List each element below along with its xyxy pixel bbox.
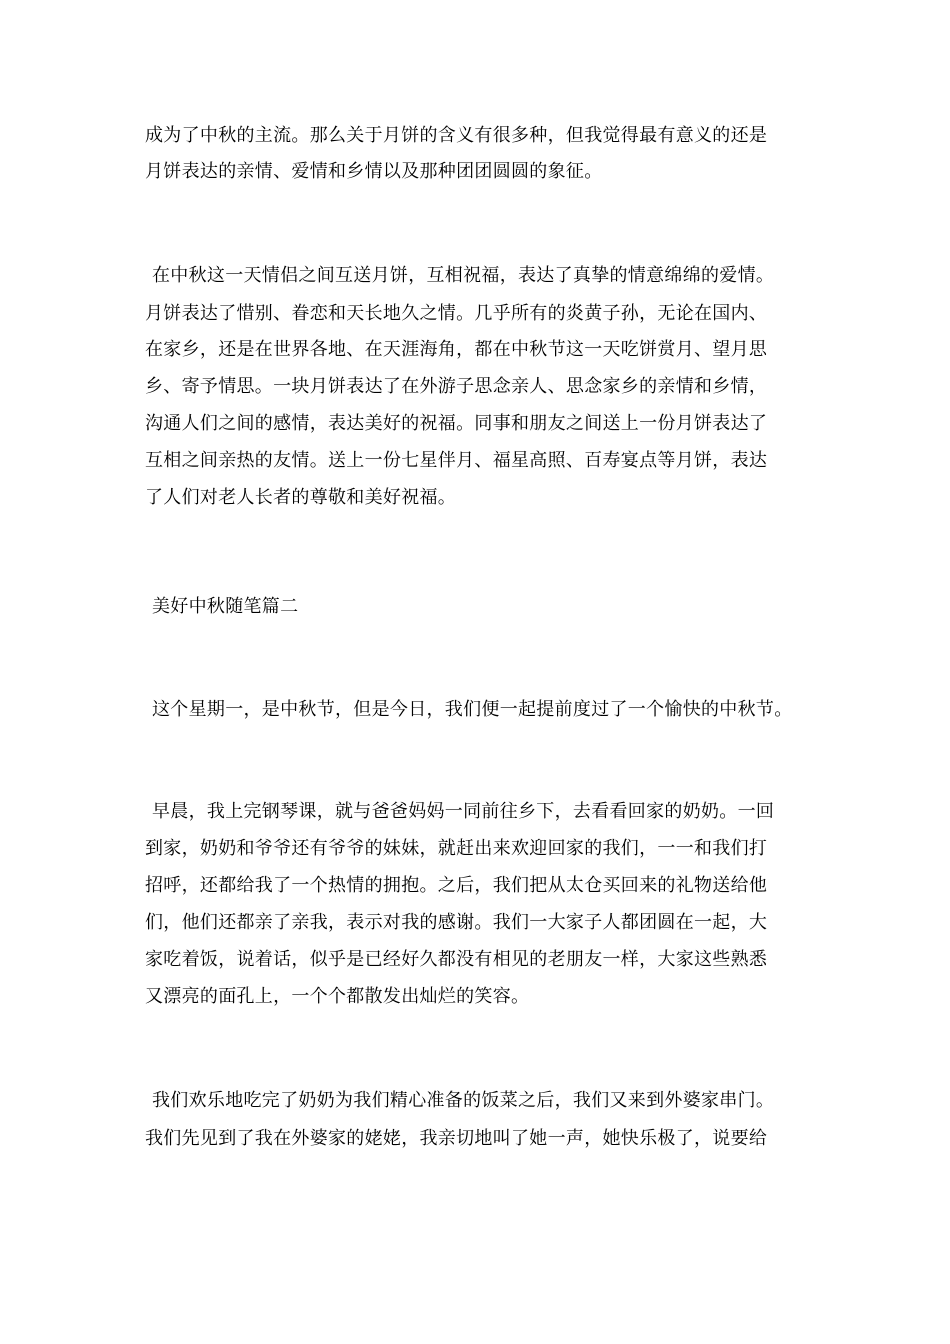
paragraph-line: 又漂亮的面孔上，一个个都散发出灿烂的笑容。 xyxy=(145,986,530,1007)
section-heading: 美好中秋随笔篇二 xyxy=(152,596,299,617)
paragraph-line: 乡、寄予情思。一块月饼表达了在外游子思念亲人、思念家乡的亲情和乡情， xyxy=(145,376,768,397)
paragraph-line: 了人们对老人长者的尊敬和美好祝福。 xyxy=(145,487,457,508)
paragraph-line: 家吃着饭，说着话，似乎是已经好久都没有相见的老朋友一样，大家这些熟悉 xyxy=(145,949,768,970)
paragraph-line: 月饼表达了惜别、眷恋和天长地久之情。几乎所有的炎黄子孙，无论在国内、 xyxy=(145,303,768,324)
paragraph-line: 我们欢乐地吃完了奶奶为我们精心准备的饭菜之后，我们又来到外婆家串门。 xyxy=(152,1090,775,1111)
paragraph-line: 沟通人们之间的感情，表达美好的祝福。同事和朋友之间送上一份月饼表达了 xyxy=(145,413,768,434)
paragraph-line: 在中秋这一天情侣之间互送月饼，互相祝福，表达了真挚的情意绵绵的爱情。 xyxy=(152,265,775,286)
paragraph-line: 月饼表达的亲情、爱情和乡情以及那种团团圆圆的象征。 xyxy=(145,161,603,182)
paragraph-line: 互相之间亲热的友情。送上一份七星伴月、福星高照、百寿宴点等月饼，表达 xyxy=(145,450,768,471)
paragraph-line: 招呼，还都给我了一个热情的拥抱。之后，我们把从太仓买回来的礼物送给他 xyxy=(145,875,768,896)
paragraph-line: 到家，奶奶和爷爷还有爷爷的妹妹，就赶出来欢迎回家的我们，一一和我们打 xyxy=(145,838,768,859)
paragraph-line: 们，他们还都亲了亲我，表示对我的感谢。我们一大家子人都团圆在一起，大 xyxy=(145,912,768,933)
paragraph-line: 我们先见到了我在外婆家的姥姥，我亲切地叫了她一声，她快乐极了，说要给 xyxy=(145,1128,768,1149)
paragraph-line: 早晨，我上完钢琴课，就与爸爸妈妈一同前往乡下，去看看回家的奶奶。一回 xyxy=(152,801,775,822)
paragraph-line: 这个星期一，是中秋节，但是今日，我们便一起提前度过了一个愉快的中秋节。 xyxy=(152,699,793,720)
paragraph-line: 成为了中秋的主流。那么关于月饼的含义有很多种，但我觉得最有意义的还是 xyxy=(145,125,768,146)
paragraph-line: 在家乡，还是在世界各地、在天涯海角，都在中秋节这一天吃饼赏月、望月思 xyxy=(145,339,768,360)
